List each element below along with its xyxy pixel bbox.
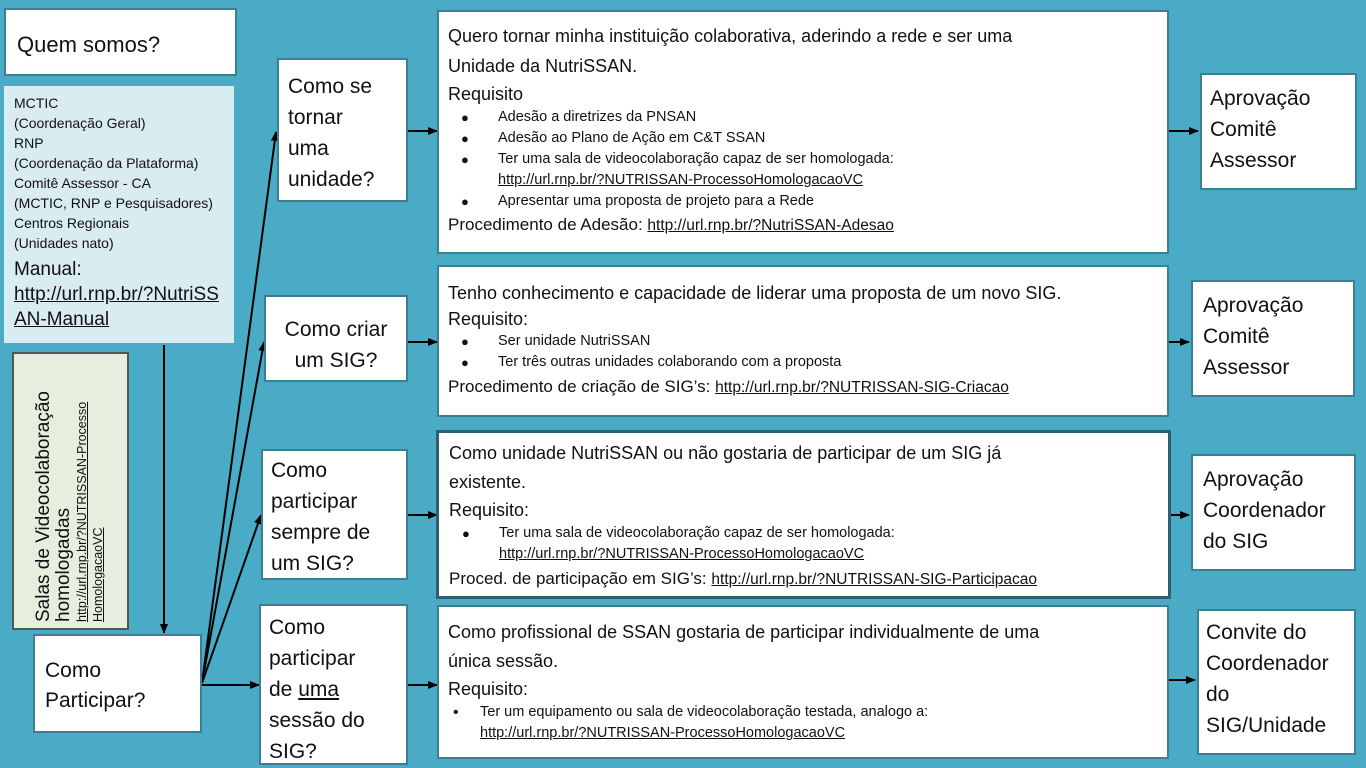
detail-intro-cont: Unidade da NutriSSAN. (448, 56, 638, 76)
homologation-link[interactable]: http://url.rnp.br/?NUTRISSAN-ProcessoHomologacaoVC (498, 172, 864, 188)
detail-intro-cont: existente. (449, 472, 527, 492)
member-rnp-role: (Coordenação da Plataforma) (14, 155, 199, 171)
homologation-link[interactable]: http://url.rnp.br/?NUTRISSAN-ProcessoHomologacaoVC (499, 546, 865, 562)
arrow-participate-to-always (202, 515, 261, 683)
procedure-label: Procedimento de criação de SIG’s: (448, 377, 711, 396)
member-rnp: RNP (14, 135, 44, 151)
detail-intro-cont: única sessão. (448, 651, 559, 671)
requirement-item: ● Adesão a diretrizes da PNSAN (448, 107, 1167, 128)
who-title-box (4, 8, 237, 76)
requirement-item: ● Ser unidade NutriSSAN (448, 331, 1167, 352)
procedure-label: Proced. de participação em SIG’s: (449, 569, 707, 588)
approval-join-session: Convite do Coordenador do SIG/Unidade (1197, 609, 1356, 755)
detail-intro: Como profissional de SSAN gostaria de participar individualmente de uma (448, 622, 1040, 642)
rooms-link-cont[interactable]: HomologacaoVC (91, 527, 105, 622)
detail-requirement-label: Requisito: (449, 500, 530, 520)
member-centers-role: (Unidades nato) (14, 235, 114, 251)
requirement-item: ● Adesão ao Plano de Ação em C&T SSAN (448, 128, 1167, 149)
detail-become-unit (437, 10, 1169, 254)
approval-join-sig: Aprovação Coordenador do SIG (1191, 454, 1356, 571)
requirement-list (448, 107, 1167, 212)
rooms-title-1: Salas de Videocolaboração (33, 391, 54, 622)
manual-link-cont[interactable]: AN-Manual (14, 309, 110, 330)
requirement-list (448, 702, 1167, 744)
detail-join-session (437, 605, 1169, 759)
detail-join-sig (436, 430, 1171, 599)
participate-box (33, 634, 202, 733)
detail-create-sig (437, 265, 1169, 417)
requirement-item: ● Ter uma sala de videocolaboração capaz de ser homologada: http://url.rnp.br/?NUTRISSAN-ProcessoHomologacaoVC (448, 149, 1167, 191)
member-mctic: MCTIC (14, 95, 59, 111)
member-centers: Centros Regionais (14, 215, 130, 231)
requirement-item: ● Apresentar uma proposta de projeto para a Rede (448, 191, 1167, 212)
requirement-item: ● Ter uma sala de videocolaboração capaz de ser homologada: http://url.rnp.br/?NUTRISSAN-ProcessoHomologacaoVC (449, 523, 1168, 565)
arrow-participate-to-sig (202, 342, 264, 683)
requirement-list (448, 331, 1167, 373)
approval-create-sig: Aprovação Comitê Assessor (1191, 280, 1355, 397)
homologation-link[interactable]: http://url.rnp.br/?NUTRISSAN-ProcessoHomologacaoVC (480, 725, 846, 741)
detail-intro: Tenho conhecimento e capacidade de liderar uma proposta de um novo SIG. (448, 283, 1062, 303)
member-ca-role: (MCTIC, RNP e Pesquisadores) (14, 195, 213, 211)
question-become-unit: Como se tornar uma unidade? (277, 58, 408, 202)
procedure-link[interactable]: http://url.rnp.br/?NutriSSAN-Adesao (647, 217, 894, 234)
detail-requirement-label: Requisito: (448, 309, 529, 329)
who-title: Quem somos? (17, 32, 161, 57)
procedure-link[interactable]: http://url.rnp.br/?NUTRISSAN-SIG-Criacao (715, 379, 1009, 396)
rooms-title-2: homologadas (53, 507, 74, 622)
question-join-sig: Como participar sempre de um SIG? (261, 449, 408, 580)
requirement-item: • Ter um equipamento ou sala de videocolaboração testada, analogo a: http://url.rnp.br/?NUTRISSAN-ProcessoHomologacaoVC (448, 702, 1167, 744)
participate-line-2: Participar? (45, 689, 146, 712)
procedure-label: Procedimento de Adesão: (448, 215, 643, 234)
procedure-link[interactable]: http://url.rnp.br/?NUTRISSAN-SIG-Participacao (711, 571, 1037, 588)
participate-line-1: Como (45, 659, 102, 682)
approval-become-unit: Aprovação Comitê Assessor (1200, 73, 1357, 190)
question-create-sig: Como criar um SIG? (264, 295, 408, 382)
requirement-list (449, 523, 1168, 565)
detail-intro: Quero tornar minha instituição colaborativa, aderindo a rede e ser uma (448, 26, 1013, 46)
requirement-item: ● Ter três outras unidades colaborando com a proposta (448, 352, 1167, 373)
detail-intro: Como unidade NutriSSAN ou não gostaria de participar de um SIG já (449, 443, 1002, 463)
detail-requirement-label: Requisito (448, 84, 524, 104)
member-mctic-role: (Coordenação Geral) (14, 115, 146, 131)
question-join-session: Como participar de uma sessão do SIG? (259, 604, 408, 765)
members-box (4, 86, 234, 343)
detail-requirement-label: Requisito: (448, 679, 529, 699)
manual-link[interactable]: http://url.rnp.br/?NutriSS (14, 284, 219, 305)
rooms-link[interactable]: http://url.rnp.br/?NUTRISSAN-Processo (75, 401, 89, 622)
manual-label: Manual: (14, 259, 82, 280)
member-ca: Comitê Assessor - CA (14, 175, 151, 191)
rooms-box (12, 352, 129, 630)
